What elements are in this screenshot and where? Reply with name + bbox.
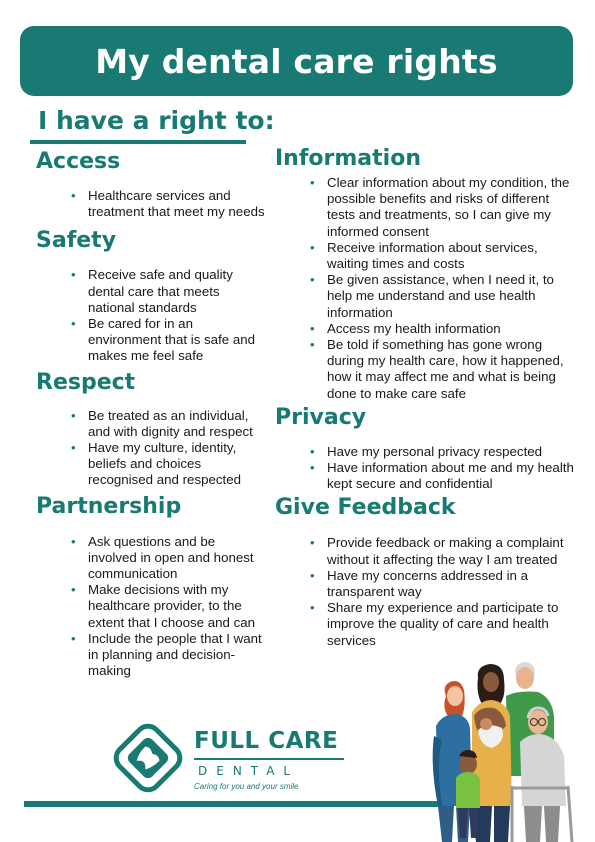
subtitle-underline bbox=[30, 140, 246, 144]
title-banner bbox=[20, 26, 573, 96]
bullet-list bbox=[36, 534, 266, 680]
list-item: • Clear information about my condition, the possible benefits and risks of different tests and treatments, so I can give my informed consent bbox=[327, 175, 580, 240]
list-item: • Receive safe and quality dental care that meets national standards bbox=[88, 267, 266, 316]
section-heading: Information bbox=[275, 146, 421, 171]
full-care-dental-logo bbox=[108, 718, 348, 798]
family-illustration bbox=[428, 656, 588, 842]
right-column bbox=[275, 145, 580, 649]
section-heading: Partnership bbox=[36, 493, 182, 519]
footer-bar bbox=[24, 801, 438, 807]
section-safety bbox=[36, 227, 266, 364]
brand-name: FULL CARE bbox=[194, 728, 339, 754]
list-item: • Be treated as an individual, and with dignity and respect bbox=[88, 408, 266, 440]
section-information bbox=[275, 145, 580, 402]
list-item: • Be cared for in an environment that is safe and makes me feel safe bbox=[88, 316, 266, 365]
section-heading: Safety bbox=[36, 228, 117, 254]
section-respect bbox=[36, 369, 266, 489]
section-give-feedback bbox=[275, 494, 580, 648]
person-mother-with-baby bbox=[472, 664, 512, 842]
list-item: • Access my health information bbox=[327, 321, 580, 337]
brand-divider bbox=[194, 758, 344, 760]
list-item: • Share my experience and participate to improve the quality of care and health services bbox=[327, 600, 580, 649]
section-partnership bbox=[36, 493, 266, 680]
bullet-list bbox=[36, 408, 266, 489]
section-heading: Give Feedback bbox=[275, 495, 456, 521]
list-item: • Receive information about services, waiting times and costs bbox=[327, 240, 580, 272]
bullet-list bbox=[275, 175, 580, 402]
bullet-list bbox=[36, 267, 266, 364]
list-item: • Include the people that I want in planning and decision-making bbox=[88, 631, 266, 680]
list-item: • Be given assistance, when I need it, to help me understand and use health information bbox=[327, 272, 580, 321]
page-title: My dental care rights bbox=[95, 41, 498, 81]
section-access bbox=[36, 148, 266, 220]
bullet-list bbox=[275, 535, 580, 648]
left-column bbox=[36, 148, 266, 679]
bullet-list bbox=[275, 444, 580, 493]
list-item: • Be told if something has gone wrong during my health care, how it happened, how it may affect me and what is being done to make care safe bbox=[327, 337, 580, 402]
section-heading: Respect bbox=[36, 369, 136, 395]
brand-tagline: Caring for you and your smile bbox=[194, 782, 299, 791]
section-heading: Privacy bbox=[275, 404, 367, 430]
list-item: • Healthcare services and treatment that meet my needs bbox=[88, 188, 266, 220]
bullet-list bbox=[36, 188, 266, 220]
subtitle: I have a right to: bbox=[38, 106, 275, 135]
list-item: • Make decisions with my healthcare provider, to the extent that I choose and can bbox=[88, 582, 266, 631]
list-item: • Have my personal privacy respected bbox=[327, 444, 580, 460]
list-item: • Have my culture, identity, beliefs and choices recognised and respected bbox=[88, 440, 266, 489]
list-item: • Ask questions and be involved in open and honest communication bbox=[88, 534, 266, 583]
tooth-logo-icon bbox=[108, 718, 188, 798]
list-item: • Provide feedback or making a complaint without it affecting the way I am treated bbox=[327, 535, 580, 567]
section-heading: Access bbox=[36, 149, 121, 174]
list-item: • Have my concerns addressed in a transparent way bbox=[327, 568, 580, 600]
list-item: • Have information about me and my health kept secure and confidential bbox=[327, 460, 580, 492]
brand-subtitle: DENTAL bbox=[198, 764, 300, 778]
section-privacy bbox=[275, 404, 580, 493]
